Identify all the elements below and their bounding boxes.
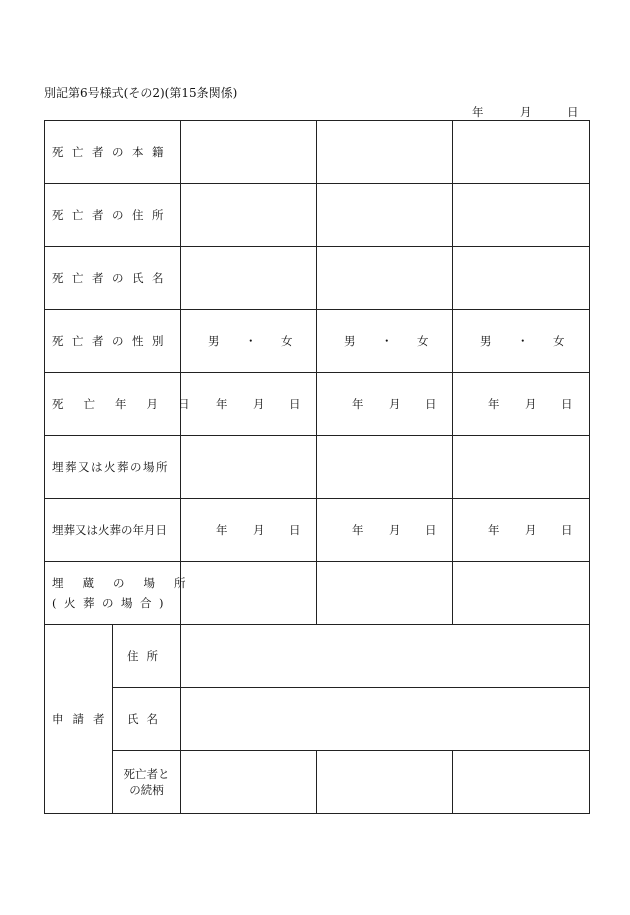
label-maisou-place-text: 埋葬又は火葬の場所 xyxy=(52,460,169,474)
burial-place-field-2[interactable] xyxy=(317,436,453,499)
label-maizou-place-line2: (火葬の場合) xyxy=(52,596,171,610)
label-jusho xyxy=(45,184,181,247)
row-applicant-relation xyxy=(45,751,590,814)
burial-date-field-1[interactable] xyxy=(181,499,317,562)
row-maizou-place xyxy=(45,562,590,625)
sex-male[interactable]: 男 xyxy=(208,334,220,348)
row-jusho xyxy=(45,184,590,247)
unit-month: 月 xyxy=(253,397,265,411)
label-applicant-address-text: 住所 xyxy=(127,649,166,663)
label-text xyxy=(52,144,180,160)
interment-field-3[interactable] xyxy=(453,562,590,625)
honseki-field-3[interactable] xyxy=(453,121,590,184)
form-title: 別記第6号様式(その2)(第15条関係) xyxy=(44,86,238,100)
unit-month: 月 xyxy=(389,523,401,537)
date-header xyxy=(470,104,578,118)
label-shibou-date-text: 死亡年月日 xyxy=(52,397,210,411)
sex-female[interactable]: 女 xyxy=(281,334,293,348)
row-applicant-name xyxy=(45,688,590,751)
sex-male[interactable]: 男 xyxy=(480,334,492,348)
unit-year: 年 xyxy=(488,397,500,411)
sex-dot: ・ xyxy=(381,334,393,348)
unit-month: 月 xyxy=(525,397,537,411)
unit-year: 年 xyxy=(352,523,364,537)
unit-day: 日 xyxy=(561,397,573,411)
shimei-field-1[interactable] xyxy=(181,247,317,310)
sex-field-2[interactable] xyxy=(317,310,453,373)
death-date-field-2[interactable] xyxy=(317,373,453,436)
label-applicant-relation xyxy=(113,751,181,814)
honseki-field-1[interactable] xyxy=(181,121,317,184)
label-applicant-name-text: 氏名 xyxy=(127,712,166,726)
label-relation-line2: の続柄 xyxy=(129,783,164,797)
date-header-month: 月 xyxy=(520,105,532,119)
row-maisou-date xyxy=(45,499,590,562)
unit-day: 日 xyxy=(561,523,573,537)
date-header-day: 日 xyxy=(567,105,579,119)
sex-female[interactable]: 女 xyxy=(417,334,429,348)
unit-day: 日 xyxy=(425,397,437,411)
jusho-field-2[interactable] xyxy=(317,184,453,247)
burial-place-field-3[interactable] xyxy=(453,436,590,499)
label-seibetsu xyxy=(45,310,181,373)
unit-day: 日 xyxy=(289,523,301,537)
interment-field-2[interactable] xyxy=(317,562,453,625)
unit-month: 月 xyxy=(525,523,537,537)
label-maizou-place xyxy=(45,562,205,625)
row-seibetsu xyxy=(45,310,590,373)
unit-year: 年 xyxy=(216,397,228,411)
label-maisou-place xyxy=(45,436,181,499)
jusho-field-3[interactable] xyxy=(453,184,590,247)
label-maisou-date xyxy=(45,499,181,562)
unit-year: 年 xyxy=(352,397,364,411)
row-applicant-address xyxy=(45,625,590,688)
label-shimei xyxy=(45,247,181,310)
label-maizou-place-line1: 埋蔵の場所 xyxy=(52,576,205,590)
row-maisou-place xyxy=(45,436,590,499)
relation-field-1[interactable] xyxy=(181,751,317,814)
label-maisou-date-text: 埋葬又は火葬の年月日 xyxy=(52,523,167,537)
unit-month: 月 xyxy=(253,523,265,537)
honseki-field-2[interactable] xyxy=(317,121,453,184)
row-honseki xyxy=(45,121,590,184)
unit-day: 日 xyxy=(289,397,301,411)
label-relation-line1: 死亡者と xyxy=(123,767,170,781)
label-applicant-name xyxy=(113,688,181,751)
jusho-field-1[interactable] xyxy=(181,184,317,247)
application-form-table xyxy=(44,120,590,814)
row-shibou-date xyxy=(45,373,590,436)
applicant-name-field[interactable] xyxy=(181,688,590,751)
burial-date-field-3[interactable] xyxy=(453,499,590,562)
shimei-field-3[interactable] xyxy=(453,247,590,310)
unit-year: 年 xyxy=(488,523,500,537)
death-date-field-1[interactable] xyxy=(181,373,317,436)
label-honseki xyxy=(45,121,181,184)
sex-dot: ・ xyxy=(245,334,257,348)
sex-female[interactable]: 女 xyxy=(553,334,565,348)
label-seibetsu-text: 死亡者の性別 xyxy=(52,334,172,348)
shimei-field-2[interactable] xyxy=(317,247,453,310)
burial-place-field-1[interactable] xyxy=(181,436,317,499)
label-applicant-address xyxy=(113,625,181,688)
label-applicant-text: 申請者 xyxy=(52,712,114,726)
label-shibou-date xyxy=(45,373,210,436)
row-shimei xyxy=(45,247,590,310)
label-shimei-text: 死亡者の氏名 xyxy=(52,271,172,285)
applicant-address-field[interactable] xyxy=(181,625,590,688)
death-date-field-3[interactable] xyxy=(453,373,590,436)
unit-month: 月 xyxy=(389,397,401,411)
unit-day: 日 xyxy=(425,523,437,537)
date-header-year: 年 xyxy=(472,105,484,119)
label-jusho-text: 死亡者の住所 xyxy=(52,208,172,222)
sex-field-1[interactable] xyxy=(181,310,317,373)
label-applicant xyxy=(45,625,113,814)
burial-date-field-2[interactable] xyxy=(317,499,453,562)
sex-male[interactable]: 男 xyxy=(344,334,356,348)
relation-field-2[interactable] xyxy=(317,751,453,814)
interment-field-1[interactable] xyxy=(181,562,317,625)
unit-year: 年 xyxy=(216,523,228,537)
sex-dot: ・ xyxy=(517,334,529,348)
relation-field-3[interactable] xyxy=(453,751,590,814)
sex-field-3[interactable] xyxy=(453,310,590,373)
label-honseki-text: 死亡者の本籍 xyxy=(52,145,172,159)
